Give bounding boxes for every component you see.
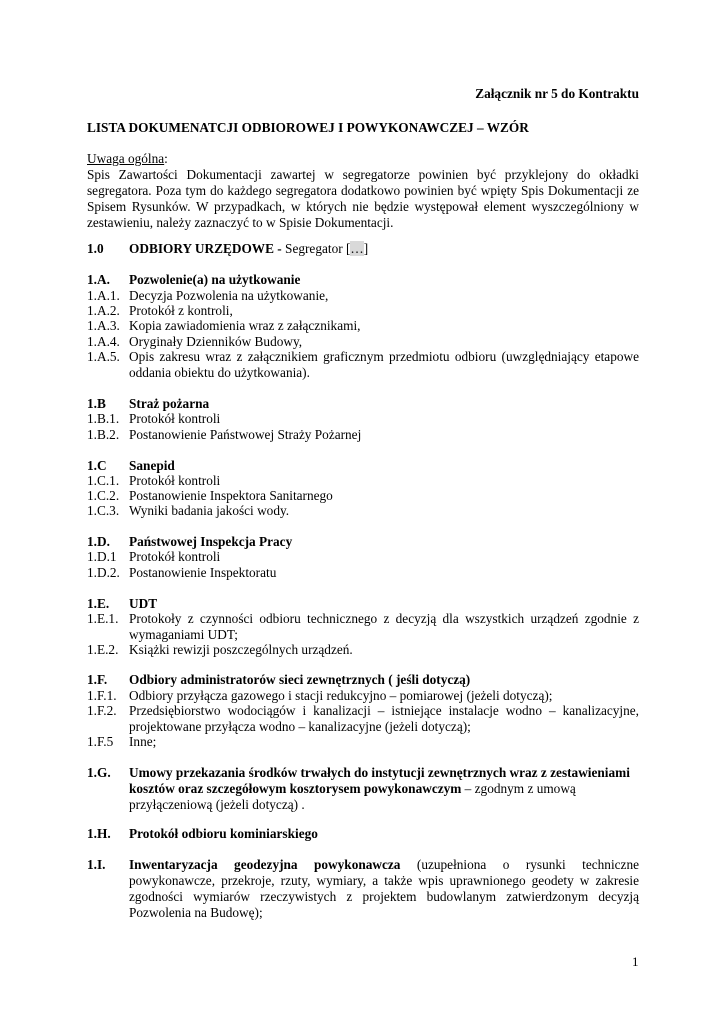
list-item <box>87 549 639 565</box>
section-1b-heading <box>87 396 639 412</box>
section-number: 1.E. <box>87 596 110 611</box>
list-item <box>87 565 639 581</box>
section-text: (uzupełniona o rysunki techniczne powykonawcze, przekroje, rzuty, wymiary, a także wpis uprawnionego geodety w zakresie zgodności wymiarów rzeczywistych z projektem budowlanym zatwierdzonym decyzją Pozwolenia na Budowę); <box>129 857 639 920</box>
item-text: Protokół kontroli <box>129 549 221 564</box>
section-title: Pozwolenie(a) na użytkowanie <box>129 272 301 287</box>
segregator-close: ] <box>363 241 369 256</box>
section-number: 1.D. <box>87 534 110 549</box>
item-number: 1.A.1. <box>87 288 120 303</box>
list-item <box>87 334 639 350</box>
item-number: 1.A.5. <box>87 349 120 364</box>
item-text: Protokół z kontroli, <box>129 303 233 318</box>
section-1c-heading <box>87 458 639 474</box>
item-number: 1.C.2. <box>87 488 120 503</box>
section-title: Umowy przekazania środków trwałych do instytucji zewnętrznych wraz z zestawieniami kosztów oraz szczegółowym kosztorysem powykonawczym <box>129 765 630 796</box>
list-item <box>87 318 639 334</box>
list-item <box>87 503 639 519</box>
section-number: 1.I. <box>87 857 106 872</box>
section-1d-heading <box>87 534 639 550</box>
item-number: 1.E.2. <box>87 642 119 657</box>
item-text: Oryginały Dzienników Budowy, <box>129 334 303 349</box>
section-title: Protokół odbioru kominiarskiego <box>129 826 318 841</box>
item-number: 1.D.2. <box>87 565 120 580</box>
item-text: Postanowienie Inspektora Sanitarnego <box>129 488 333 503</box>
item-number: 1.D.1 <box>87 549 117 564</box>
list-item <box>87 288 639 304</box>
document-title: LISTA DOKUMENATCJI ODBIOROWEJ I POWYKONAWCZEJ – WZÓR <box>87 120 529 135</box>
section-1a-heading <box>87 272 639 288</box>
item-text: Wyniki badania jakości wody. <box>129 503 290 518</box>
item-number: 1.C.1. <box>87 473 120 488</box>
page-number: 1 <box>632 954 639 969</box>
list-item <box>87 703 639 735</box>
item-text: Odbiory przyłącza gazowego i stacji redukcyjno – pomiarowej (jeżeli dotyczą); <box>129 688 553 703</box>
section-number: 1.A. <box>87 272 110 287</box>
section-1e-heading <box>87 596 639 612</box>
item-text: Postanowienie Inspektoratu <box>129 565 277 580</box>
section-text: – zgodnym z umową przyłączeniową (jeżeli dotyczą) . <box>129 781 576 812</box>
section-1h-heading <box>87 826 639 842</box>
item-number: 1.A.3. <box>87 318 120 333</box>
section-number: 1.C <box>87 458 107 473</box>
section-title: UDT <box>129 596 158 611</box>
item-text: Decyzja Pozwolenia na użytkowanie, <box>129 288 329 303</box>
item-text: Przedsiębiorstwo wodociągów i kanalizacji – istniejące instalacje wodno – kanalizacyjne, projektowane przyłącza wodno – kanalizacyjne (jeżeli dotyczą); <box>129 703 639 734</box>
section-number: 1.F. <box>87 672 108 687</box>
item-number: 1.A.4. <box>87 334 120 349</box>
section-1i <box>87 857 639 921</box>
list-item <box>87 734 639 750</box>
list-item <box>87 642 639 658</box>
section-title: Inwentaryzacja geodezyjna powykonawcza <box>129 857 401 872</box>
list-item <box>87 411 639 427</box>
item-number: 1.F.2. <box>87 703 117 718</box>
segregator-placeholder: … <box>350 241 364 256</box>
item-number: 1.B.2. <box>87 427 120 442</box>
note-heading: Uwaga ogólna <box>87 151 165 166</box>
section-number: 1.0 <box>87 241 104 256</box>
list-item <box>87 488 639 504</box>
section-title: Straż pożarna <box>129 396 210 411</box>
item-text: Protokoły z czynności odbioru technicznego z decyzją dla wszystkich urządzeń zgodnie z wymaganiami UDT; <box>129 611 639 642</box>
list-item <box>87 303 639 319</box>
segregator-label: Segregator [ <box>281 241 351 256</box>
section-title: Państwowej Inspekcja Pracy <box>129 534 293 549</box>
list-item <box>87 473 639 489</box>
section-1f-heading <box>87 672 639 688</box>
section-1-0 <box>87 241 639 257</box>
section-number: 1.H. <box>87 826 111 841</box>
annex-label: Załącznik nr 5 do Kontraktu <box>475 86 639 101</box>
item-text: Opis zakresu wraz z załącznikiem graficznym przedmiotu odbioru (uwzględniający etapowe oddania obiektu do użytkowania). <box>129 349 639 380</box>
item-text: Książki rewizji poszczególnych urządzeń. <box>129 642 353 657</box>
list-item <box>87 688 639 704</box>
item-number: 1.A.2. <box>87 303 120 318</box>
general-note <box>87 151 639 231</box>
item-number: 1.F.1. <box>87 688 117 703</box>
section-title: Odbiory administratorów sieci zewnętrznych ( jeśli dotyczą) <box>129 672 471 687</box>
section-1g <box>87 765 639 813</box>
note-body: Spis Zawartości Dokumentacji zawartej w segregatorze powinien być przyklejony do okładki segregatora. Poza tym do każdego segregatora dodatkowo powinien być wpięty Spis Dokumentacji ze Spisem Rysunków. W przypadkach, w których nie będzie występował element wyszczególniony w zestawieniu, należy zaznaczyć to w Spisie Dokumentacji. <box>87 167 639 230</box>
item-text: Protokół kontroli <box>129 411 221 426</box>
section-title: Sanepid <box>129 458 175 473</box>
item-number: 1.F.5 <box>87 734 114 749</box>
item-text: Postanowienie Państwowej Straży Pożarnej <box>129 427 362 442</box>
section-number: 1.B <box>87 396 106 411</box>
list-item <box>87 349 639 381</box>
note-colon: : <box>164 151 168 166</box>
list-item <box>87 427 639 443</box>
section-title: ODBIORY URZĘDOWE - <box>129 241 282 256</box>
item-number: 1.E.1. <box>87 611 119 626</box>
item-number: 1.B.1. <box>87 411 120 426</box>
item-number: 1.C.3. <box>87 503 120 518</box>
item-text: Kopia zawiadomienia wraz z załącznikami, <box>129 318 361 333</box>
item-text: Protokół kontroli <box>129 473 221 488</box>
item-text: Inne; <box>129 734 157 749</box>
list-item <box>87 611 639 643</box>
section-number: 1.G. <box>87 765 111 780</box>
